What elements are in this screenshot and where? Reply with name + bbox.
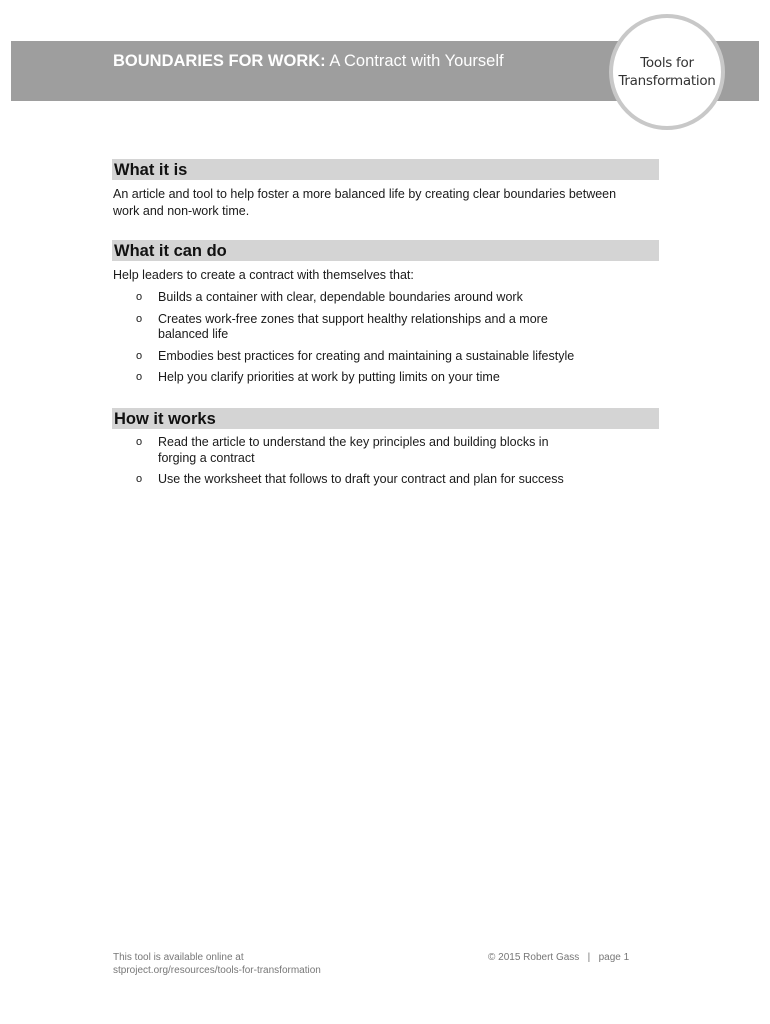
bullet-marker: o: [136, 436, 143, 448]
list-item: [112, 472, 659, 488]
footer-availability-text: This tool is available online at: [113, 952, 244, 963]
list-item-text: Help you clarify priorities at work by putting limits on your time: [158, 370, 500, 384]
list-item: [112, 312, 568, 343]
footer-url: stproject.org/resources/tools-for-transformation: [113, 965, 321, 976]
section-what-it-can-do: [112, 240, 659, 386]
section-intro: Help leaders to create a contract with themselves that:: [113, 268, 414, 282]
title-subtitle-part: A Contract with Yourself: [325, 52, 504, 70]
list-item-text: Builds a container with clear, dependable boundaries around work: [158, 290, 523, 304]
tools-for-transformation-badge: [609, 14, 725, 130]
bullet-list: [112, 435, 659, 488]
list-item-text: Embodies best practices for creating and maintaining a sustainable lifestyle: [158, 348, 575, 363]
badge-line-1: Tools for: [640, 55, 694, 71]
list-item-text: Creates work-free zones that support healthy relationships and a more balanced life: [158, 311, 548, 341]
footer-availability: [113, 951, 321, 977]
bullet-marker: o: [136, 349, 143, 362]
list-item-text: Use the worksheet that follows to draft your contract and plan for success: [158, 472, 564, 486]
section-what-it-is: [112, 159, 659, 220]
section-how-it-works: [112, 408, 659, 488]
bullet-list: [112, 290, 659, 386]
badge-line-2: Transformation: [618, 73, 716, 89]
section-description: An article and tool to help foster a more balanced life by creating clear boundaries between work and non-work time.: [113, 187, 617, 218]
list-item: [112, 435, 588, 466]
footer-copyright: © 2015 Robert Gass | page 1: [488, 952, 630, 963]
list-item: [112, 370, 659, 386]
bullet-marker: o: [136, 312, 143, 325]
list-item: [112, 290, 659, 306]
title-bold-part: BOUNDARIES FOR WORK:: [113, 52, 326, 70]
list-item: [112, 349, 659, 365]
list-item-text: Read the article to understand the key principles and building blocks in forging a contract: [158, 435, 549, 465]
section-heading: What it can do: [112, 240, 659, 261]
bullet-marker: o: [136, 473, 143, 485]
bullet-marker: o: [136, 291, 143, 303]
section-heading: How it works: [112, 408, 659, 429]
section-heading: What it is: [112, 159, 659, 180]
document-title: [113, 52, 504, 71]
bullet-marker: o: [136, 371, 143, 383]
